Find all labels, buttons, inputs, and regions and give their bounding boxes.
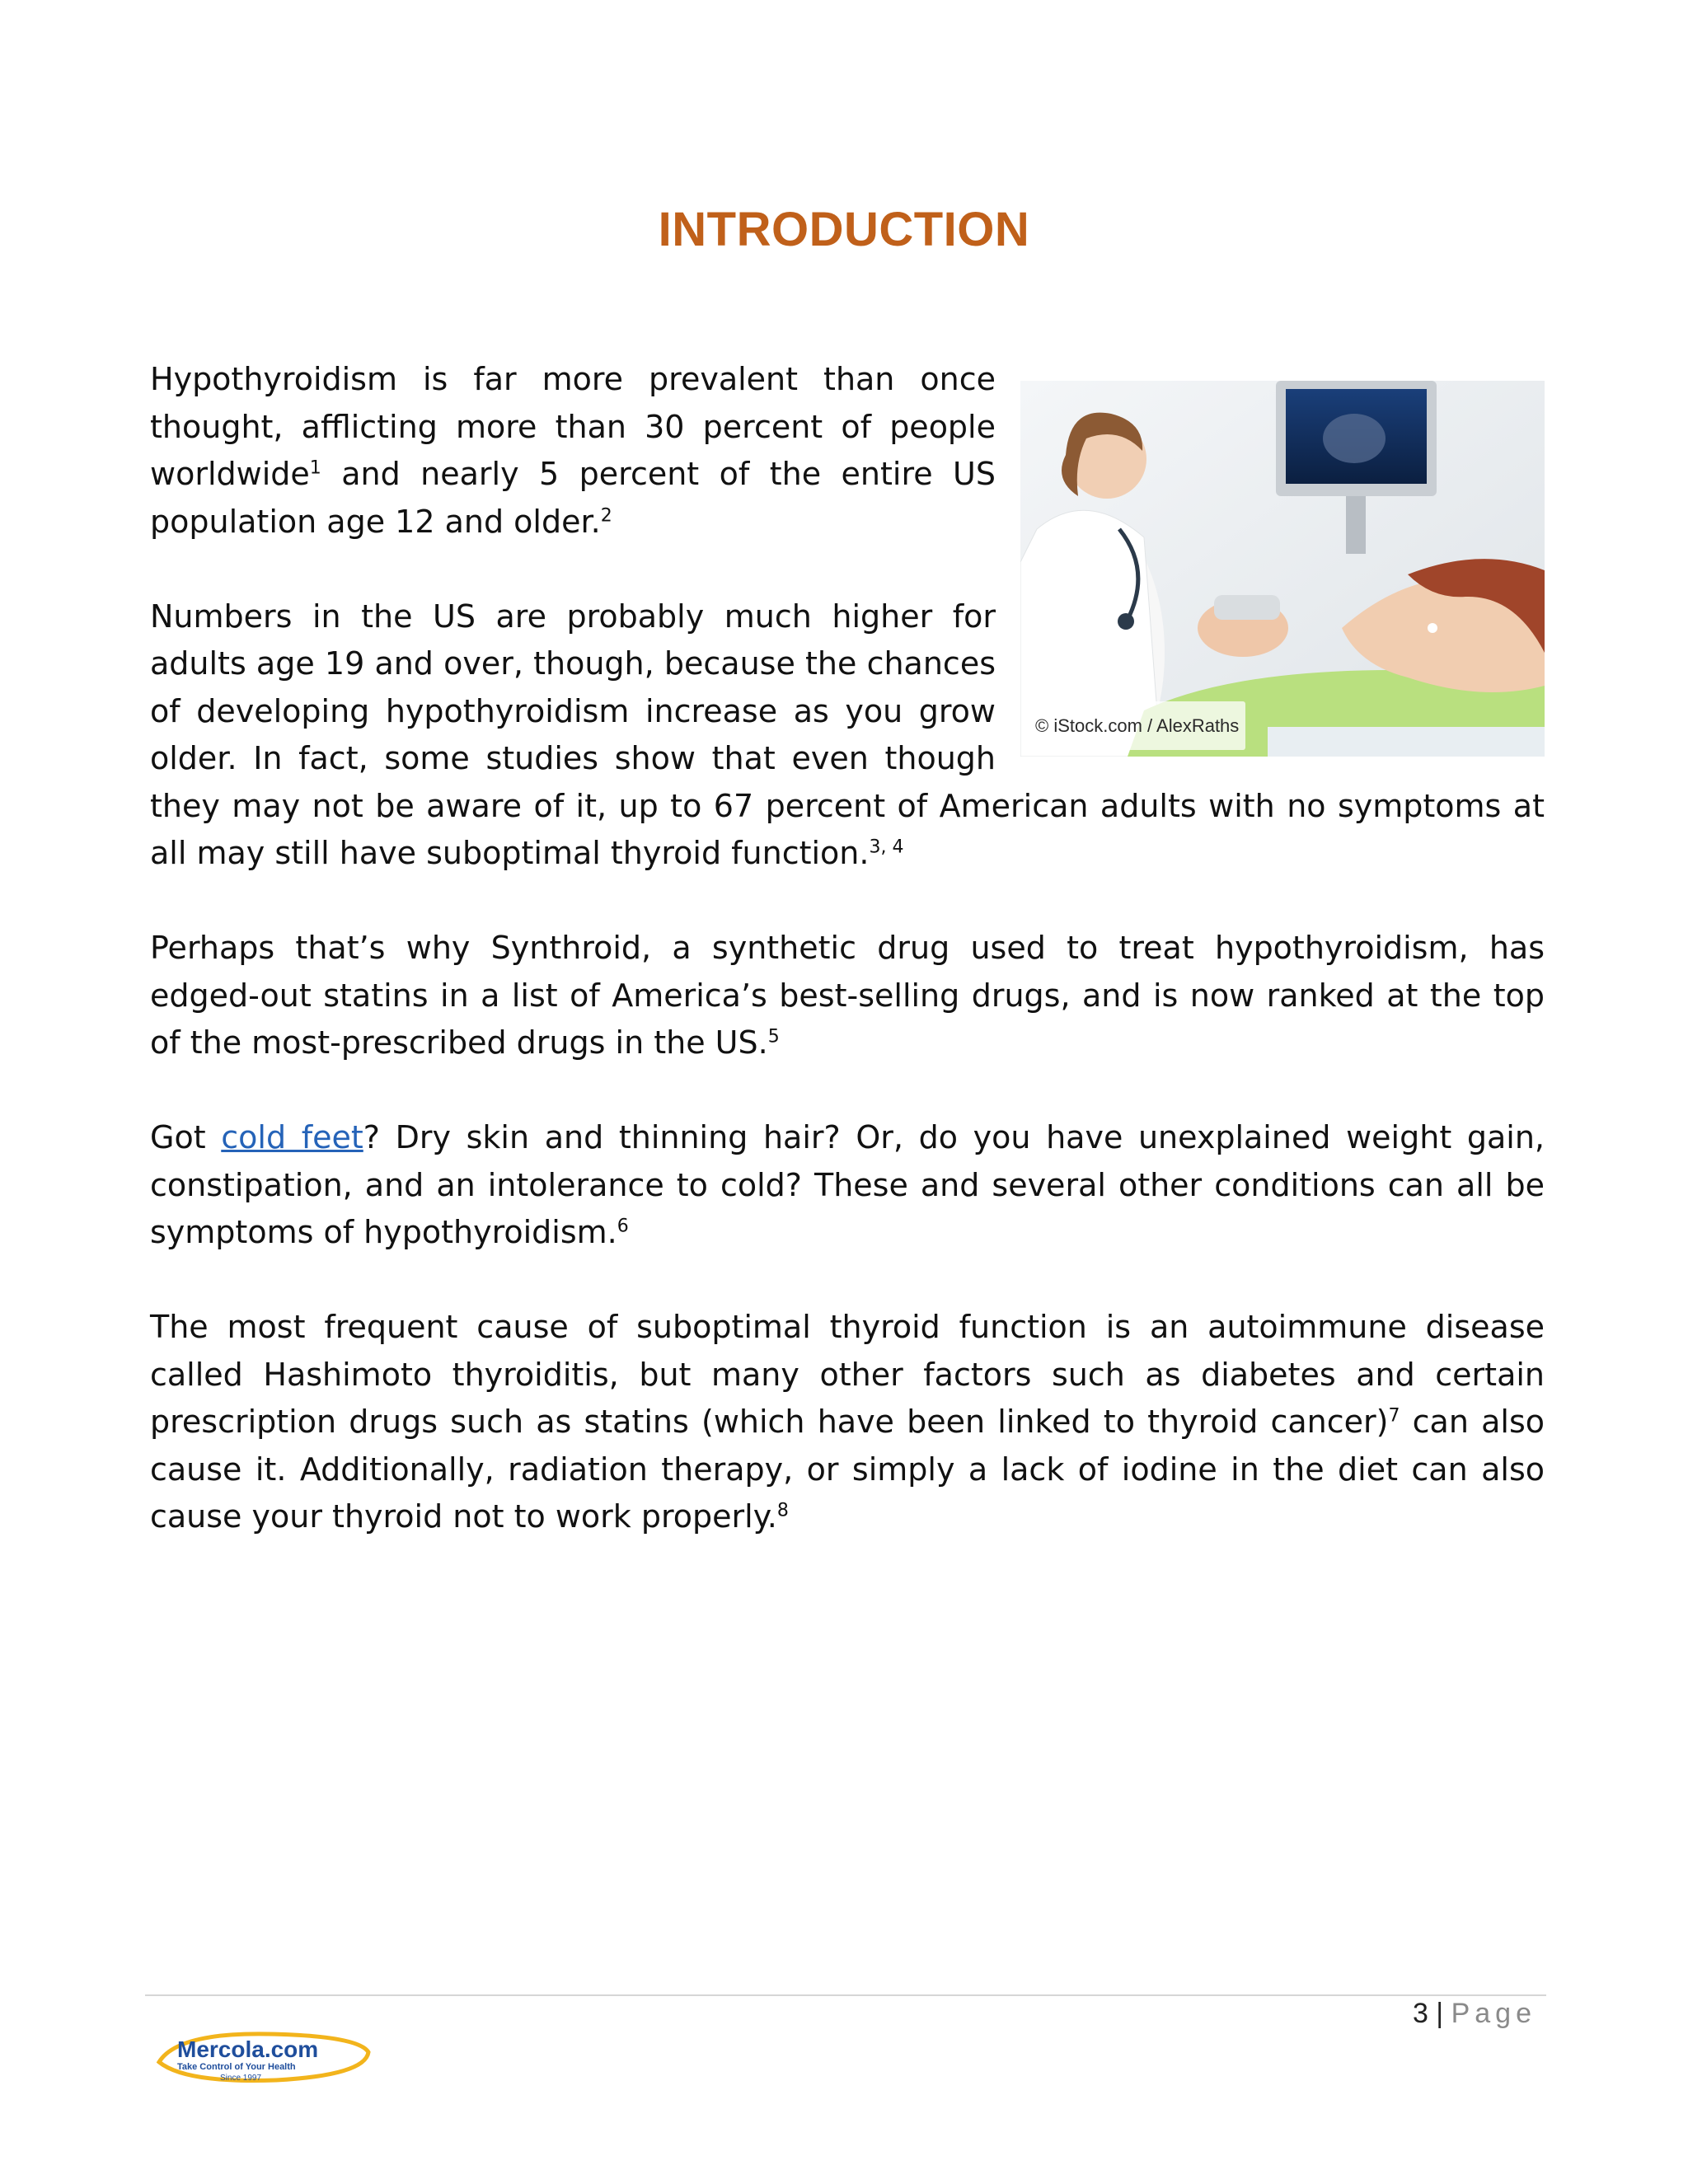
footer-divider [145,1994,1546,1996]
paragraph-3-text: Perhaps that’s why Synthroid, a synthetic drug used to treat hypothyroidism, has edged-out statins in a list of America’s best-selling drugs, and is now ranked at the top of the most-prescribed drugs in the US. [150,930,1545,1061]
mercola-logo [152,2029,375,2087]
paragraph-5-text: The most frequent cause of suboptimal thyroid function is an autoimmune disease called Hashimoto thyroiditis, but many other factors such as diabetes and certain prescription drugs such as statins (which have been linked to thyroid cancer) [150,1309,1545,1440]
ultrasound-photo [1020,381,1545,757]
cold-feet-link[interactable]: cold feet [221,1119,363,1155]
paragraph-3 [150,925,1545,1067]
page-title: INTRODUCTION [658,203,1030,256]
logo-tagline: Take Control of Your Health [177,2062,296,2072]
paragraph-4-text-pre: Got [150,1119,222,1155]
footnote-ref-8: 8 [776,1500,789,1521]
page-label: Page [1451,1998,1536,2029]
page-number [1413,1998,1536,2030]
paragraph-2-text: Numbers in the US are probably much higher for adults age 19 and over, though, because the chances of developing hypothyroidism increase as you grow older. In fact, some studies show that even though they may not be aware of it, up to 67 percent of American adults with no symptoms at all may still have suboptimal thyroid function. [150,598,1545,871]
footnote-ref-6: 6 [617,1216,629,1237]
photo-credit: © iStock.com / AlexRaths [1029,701,1245,751]
footnote-ref-1: 1 [309,457,321,479]
paragraph-5-text-cont: can also cause it. Additionally, radiation therapy, or simply a lack of iodine in the diet can also cause your thyroid not to work properly. [150,1404,1545,1535]
footnote-ref-3-4: 3, 4 [869,837,904,858]
page-separator: | [1428,1998,1451,2029]
paragraph-1-text: Hypothyroidism is far more prevalent than once thought, afflicting more than 30 percent of people worldwide [150,361,996,492]
paragraph-5 [150,1304,1545,1541]
body-text [150,356,1545,1588]
footnote-ref-2: 2 [600,504,612,526]
paragraph-4-text: ? Dry skin and thinning hair? Or, do you have unexplained weight gain, constipation, and an intolerance to cold? These and several other conditions can all be symptoms of hypothyroidism. [150,1119,1545,1250]
footnote-ref-5: 5 [767,1026,780,1047]
logo-name: Mercola.com [177,2036,319,2062]
ultrasound-illustration [1020,381,1545,757]
logo-since: Since 1997 [220,2074,262,2083]
paragraph-1-text-cont: and nearly 5 percent of the entire US population age 12 and older. [150,456,996,540]
footnote-ref-7: 7 [1388,1405,1400,1427]
page-number-value: 3 [1412,1998,1428,2029]
paragraph-4 [150,1114,1545,1257]
